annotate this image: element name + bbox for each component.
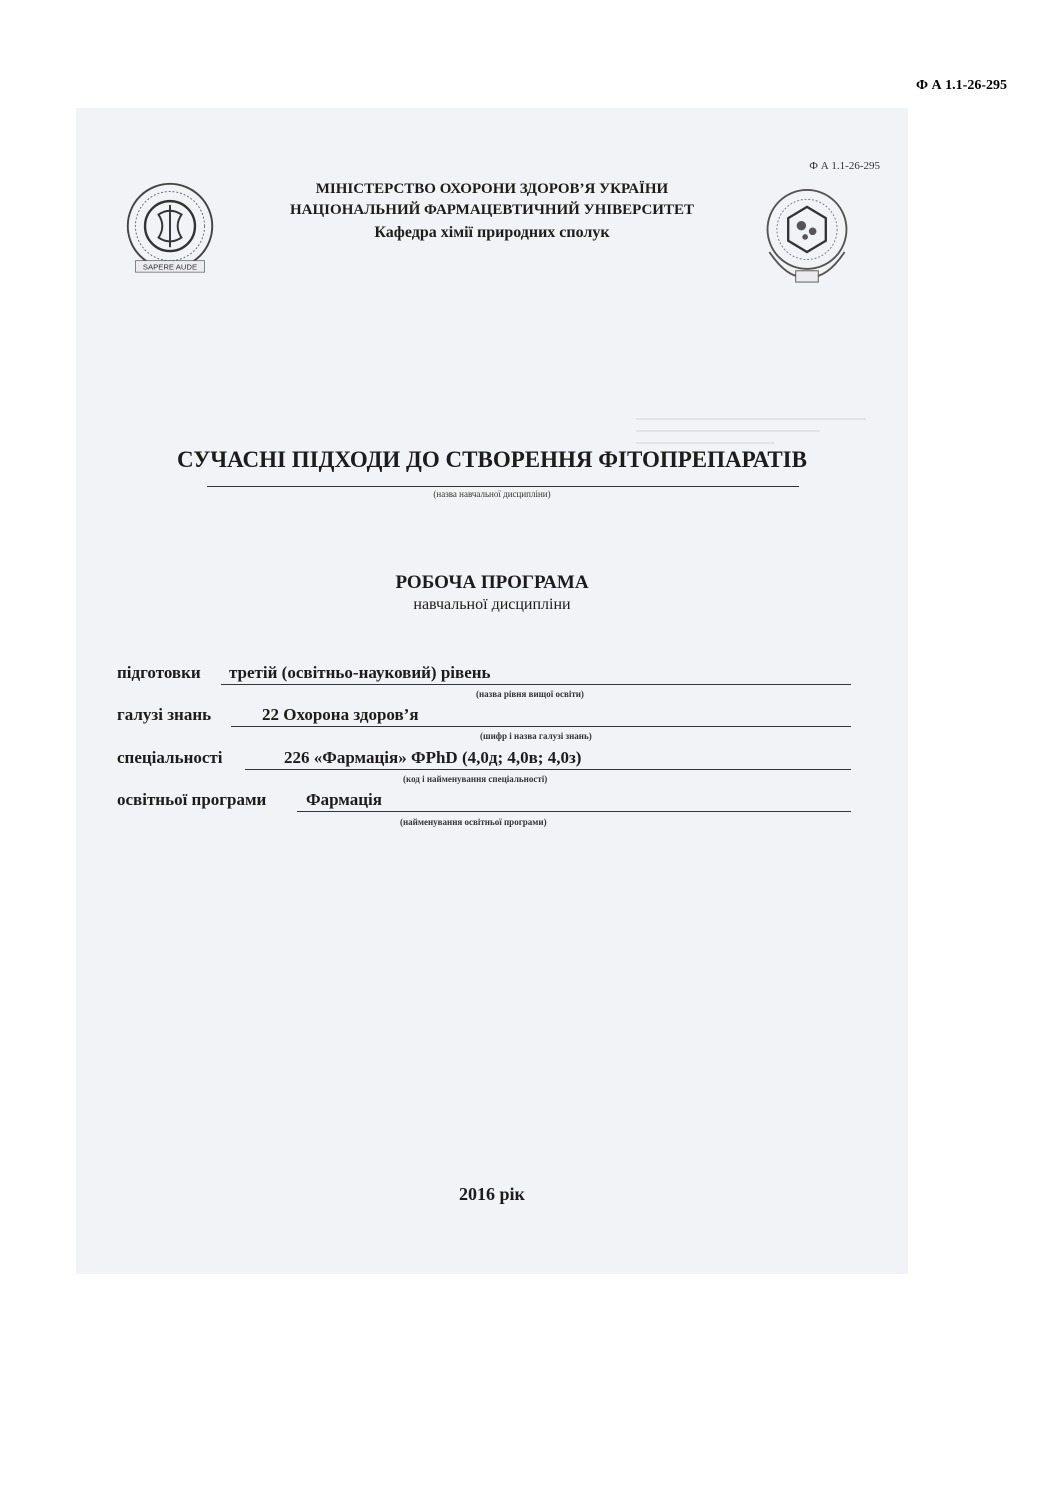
title-underline	[207, 486, 799, 487]
program-subtitle: навчальної дисципліни	[413, 596, 571, 613]
field-label: спеціальності	[117, 748, 223, 767]
department-name: Кафедра хімії природних сполук	[374, 224, 610, 241]
field-label: освітньої програми	[117, 790, 267, 809]
discipline-caption: (назва навчальної дисципліни)	[433, 489, 551, 499]
field-value: 22 Охорона здоров’я	[262, 705, 419, 724]
field-underline	[245, 769, 851, 770]
field-caption: (найменування освітньої програми)	[400, 817, 547, 827]
scanned-page	[76, 108, 908, 1274]
field-label: підготовки	[117, 663, 201, 682]
program-title: РОБОЧА ПРОГРАМА	[395, 572, 589, 593]
document-code: Ф А 1.1-26-295	[916, 78, 1007, 93]
field-caption: (шифр і назва галузі знань)	[480, 731, 592, 741]
inner-document-code: Ф А 1.1-26-295	[809, 160, 880, 172]
seal-motto: SAPERE AUDE	[142, 262, 198, 272]
field-value: третій (освітньо-науковий) рівень	[229, 663, 491, 682]
ministry-name: МІНІСТЕРСТВО ОХОРОНИ ЗДОРОВ’Я УКРАЇНИ	[315, 181, 669, 197]
field-underline	[297, 811, 851, 812]
university-name: НАЦІОНАЛЬНИЙ ФАРМАЦЕВТИЧНИЙ УНІВЕРСИТЕТ	[290, 202, 694, 218]
field-label: галузі знань	[117, 705, 212, 724]
field-value: Фармація	[306, 790, 382, 809]
field-caption: (назва рівня вищої освіти)	[476, 689, 584, 699]
field-underline	[231, 726, 851, 727]
field-caption: (код і найменування спеціальності)	[403, 774, 548, 784]
field-value: 226 «Фармація» ФPhD (4,0д; 4,0в; 4,0з)	[284, 748, 582, 767]
discipline-title: СУЧАСНІ ПІДХОДИ ДО СТВОРЕННЯ ФІТОПРЕПАРАТІВ	[177, 447, 807, 472]
field-underline	[221, 684, 851, 685]
document-year: 2016 рік	[459, 1184, 525, 1204]
